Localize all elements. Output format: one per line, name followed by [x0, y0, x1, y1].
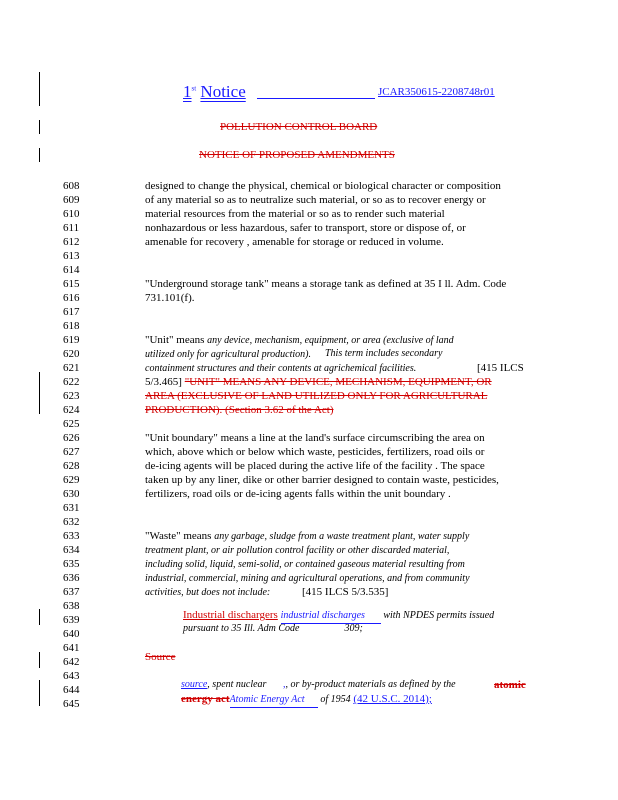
text-segment: activities, but does not include:	[145, 587, 271, 598]
text-segment: "UNIT" MEANS ANY DEVICE, MECHANISM, EQUIPMENT, OR	[184, 376, 492, 388]
text-segment: any garbage, sludge from a waste treatment plant, water supply	[214, 531, 470, 542]
change-bar	[39, 680, 40, 706]
change-bar	[39, 652, 40, 668]
text-line	[145, 361, 524, 376]
text-line	[145, 179, 501, 193]
change-bar	[39, 120, 40, 134]
line-number: 616	[63, 292, 80, 304]
text-segment: taken up by any liner, dike or other barrier designed to contain waste, pesticides,	[145, 474, 499, 486]
text-line	[145, 375, 492, 389]
text-line	[145, 431, 485, 445]
line-number: 641	[63, 642, 80, 654]
text-segment: 5/3.465]	[145, 376, 185, 388]
spent-nuclear: , spent nuclear	[207, 679, 267, 690]
line-number: 633	[63, 530, 80, 542]
line-number: 639	[63, 614, 80, 626]
line-number: 608	[63, 180, 80, 192]
line-number: 638	[63, 600, 80, 612]
text-segment: AREA (EXCLUSIVE OF LAND UTILIZED ONLY FOR AGRICULTURAL	[145, 390, 488, 402]
text-segment: which, above which or below which waste, pesticides, fertilizers, road oils or	[145, 446, 485, 458]
deleted-energy-act: energy act	[181, 693, 230, 705]
line-number: 637	[63, 586, 80, 598]
line-number: 622	[63, 376, 80, 388]
notice-number: 1	[183, 82, 192, 101]
line-number: 614	[63, 264, 80, 276]
line-644-text: source, spent nuclear ,, or by-product materials as defined by the	[181, 679, 456, 690]
text-segment: "Waste" means	[145, 530, 215, 542]
text-segment: "Unit" means	[145, 334, 208, 346]
line-number: 624	[63, 404, 80, 416]
text-segment: "Underground storage tank" means a storage tank as defined at 35 I ll. Adm. Code	[145, 278, 507, 290]
text-segment: designed to change the physical, chemical or biological character or composition	[145, 180, 501, 192]
text-line	[145, 557, 465, 572]
text-line	[145, 347, 443, 362]
line-number: 625	[63, 418, 80, 430]
text-segment: utilized only for agricultural production).	[145, 349, 312, 360]
line-number: 642	[63, 656, 80, 668]
text-line	[145, 277, 506, 291]
text-line	[145, 487, 451, 501]
line-number: 617	[63, 306, 80, 318]
text-line	[145, 529, 469, 544]
line-number: 609	[63, 194, 80, 206]
line-number: 618	[63, 320, 80, 332]
line-number: 644	[63, 684, 80, 696]
notice-code: JCAR350615-2208748r01	[378, 86, 495, 98]
semicolon: ;	[428, 693, 432, 705]
text-line	[145, 459, 485, 473]
text-segment: PRODUCTION). (Section 3.62 of the Act)	[145, 404, 334, 416]
text-line	[145, 193, 486, 207]
deleted-industrial-dischargers: Industrial dischargers	[183, 609, 278, 621]
line-number: 620	[63, 348, 80, 360]
line-number: 626	[63, 432, 80, 444]
text-line	[145, 543, 449, 558]
text-line	[145, 221, 466, 235]
line-number: 613	[63, 250, 80, 262]
text-segment: "Unit boundary" means a line at the land's surface circumscribing the area on	[145, 432, 485, 444]
text-line	[145, 473, 499, 487]
inserted-atomic-energy-act: Atomic Energy Act	[230, 693, 318, 708]
inserted-industrial-discharges: industrial discharges	[281, 609, 381, 624]
text-line	[145, 389, 487, 403]
text-segment: 731.101(f).	[145, 292, 195, 304]
text-segment: of any material so as to neutralize such material, or so as to recover energy or	[145, 194, 486, 206]
text-line	[145, 403, 334, 417]
text-line	[145, 571, 470, 586]
notice-word: Notice	[200, 82, 246, 101]
deleted-source: Source	[145, 651, 176, 663]
text-segment: This term includes secondary	[325, 348, 443, 359]
change-bar	[39, 609, 40, 625]
text-line	[145, 585, 389, 600]
notice-header	[183, 82, 246, 102]
change-bar	[39, 372, 40, 414]
text-segment: any device, mechanism, equipment, or area (exclusive of land	[207, 335, 454, 346]
text-line	[145, 445, 484, 459]
line-number: 640	[63, 628, 80, 640]
text-segment: [415 ILCS	[477, 362, 524, 374]
line-number: 630	[63, 488, 80, 500]
line-number: 631	[63, 502, 80, 514]
text-line	[145, 235, 444, 249]
line-number: 632	[63, 516, 80, 528]
text-segment: amenable for recovery , amenable for storage or reduced in volume.	[145, 236, 444, 248]
line-number: 643	[63, 670, 80, 682]
code-num: 309;	[344, 623, 363, 634]
notice-subtitle: NOTICE OF PROPOSED AMENDMENTS	[199, 149, 395, 161]
change-bar	[39, 148, 40, 162]
line-number: 612	[63, 236, 80, 248]
text-segment: containment structures and their contents at agrichemical facilities.	[145, 363, 417, 374]
text-segment: [415 ILCS 5/3.535]	[302, 586, 389, 598]
line-number: 627	[63, 446, 80, 458]
line-number: 629	[63, 474, 80, 486]
text-line	[145, 333, 454, 348]
inserted-source: source	[181, 679, 208, 690]
line-number: 645	[63, 698, 80, 710]
line-number: 621	[63, 362, 80, 374]
text-segment: nonhazardous or less hazardous, safer to transport, store or dispose of, or	[145, 222, 466, 234]
text-segment: industrial, commercial, mining and agricultural operations, and from community	[145, 573, 470, 584]
line-number: 635	[63, 558, 80, 570]
text-line	[145, 291, 195, 305]
line-number: 611	[63, 222, 80, 234]
text-segment: treatment plant, or air pollution control facility or other discarded material,	[145, 545, 450, 556]
line-number: 615	[63, 278, 80, 290]
notice-underline	[257, 98, 375, 99]
deleted-atomic: atomic	[494, 679, 526, 691]
line-640-text	[183, 622, 363, 636]
line-number: 628	[63, 460, 80, 472]
npdes-text: with NPDES permits issued	[383, 610, 495, 621]
byproduct-text: , or by-product materials as defined by the	[285, 679, 456, 690]
text-segment: material resources from the material or so as to render such material	[145, 208, 445, 220]
line-number: 623	[63, 390, 80, 402]
line-number: 619	[63, 334, 80, 346]
code-ref: pursuant to 35 Ill. Adm Code	[183, 623, 300, 634]
inserted-usc-citation: (42 U.S.C. 2014)	[353, 693, 429, 705]
change-bar	[39, 72, 40, 106]
notice-suffix: st	[191, 84, 197, 93]
text-segment: including solid, liquid, semi-solid, or contained gaseous material resulting from	[145, 559, 465, 570]
line-number: 634	[63, 544, 80, 556]
year-1954: of 1954	[320, 694, 351, 705]
line-number: 610	[63, 208, 80, 220]
line-number: 636	[63, 572, 80, 584]
text-line	[145, 207, 445, 221]
text-segment: fertilizers, road oils or de-icing agents falls within the unit boundary .	[145, 488, 451, 500]
line-645-text	[181, 692, 432, 708]
text-segment: de-icing agents will be placed during the active life of the facility . The space	[145, 460, 485, 472]
board-title: POLLUTION CONTROL BOARD	[220, 121, 378, 133]
